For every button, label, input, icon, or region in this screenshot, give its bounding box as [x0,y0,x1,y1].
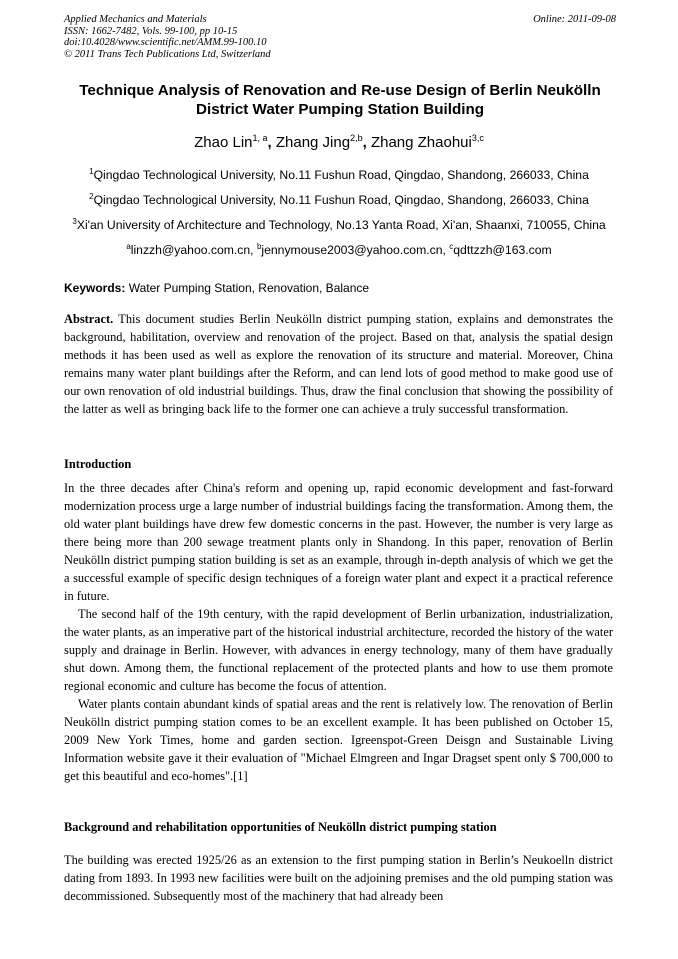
journal-header [64,14,616,60]
author-name: Zhang Jing [275,134,351,151]
keywords-label: Keywords: [64,281,126,295]
keywords-text: Water Pumping Station, Renovation, Balance [125,281,370,295]
author-name: Zhang Zhaohui [370,134,472,151]
affiliation-text: Xi'an University of Architecture and Technology, No.13 Yanta Road, Xi'an, Shaanxi, 710055, China [76,218,606,233]
author-sup: 3,c [471,133,484,143]
abstract-paragraph [64,310,613,418]
author-sup: 1, a [252,133,268,143]
abstract [64,310,613,418]
paper-title: Technique Analysis of Renovation and Re-use Design of Berlin Neukölln District Water Pumping Station Building [79,82,601,118]
issn-line: ISSN: 1662-7482, Vols. 99-100, pp 10-15 [64,25,238,37]
email-sup: c [449,242,454,251]
paragraph: Water plants contain abundant kinds of spatial areas and the rent is relatively low. The renovation of Berlin Neukölln district pumping station comes to be an excellent example. It has been published on October 15, 2009 New York Times, home and garden section. Igreenspot-Green Deisgn and Sustainable Living Information website gave it their evaluation of "Michael Elmgreen and Ingar Dragset spent only $ 700,000 to get this beautiful and eco-homes".[1] [64,697,613,783]
affiliation-sup: 3 [72,217,77,226]
email-address: jennymouse2003@yahoo.com.cn, [261,243,450,258]
journal-name: Applied Mechanics and Materials [64,14,207,25]
introduction-body [64,479,613,785]
author-separator: , [362,134,367,151]
author-name: Zhao Lin [194,134,253,151]
author-separator: , [267,134,272,151]
author-list [0,133,678,151]
affiliation-sup: 1 [89,167,94,176]
author-sup: 2,b [350,133,363,143]
email-sup: a [126,242,131,251]
affiliation-2 [0,192,678,207]
abstract-text: This document studies Berlin Neukölln district pumping station, explains and demonstrates the background, habilitation, overview and renovation of the project. Based on that, analysis the spatial design methods it has been used as well as explore the renovation of its structure and material. Moreover, China remains many water plant buildings after the Reform, and can lend lots of good method to make good use of our own renovation of old industrial buildings. Thus, draw the final conclusion that showing the possibility of the latter as well as bringing back life to the former one can achieve a truly successful transformation. [64,312,613,416]
email-address: linzzh@yahoo.com.cn, [130,243,257,258]
paragraph: The building was erected 1925/26 as an extension to the first pumping station in Berlin’s Neukoelln district dating from 1893. In 1993 new facilities were built on the adjoining premises and the old pumping station was decommissioned. Subsequently most of the machinery that had already been [64,853,613,903]
email-address: qdttzzh@163.com [453,243,552,258]
background-heading: Background and rehabilitation opportunities of Neukölln district pumping station [64,820,497,834]
paragraph: In the three decades after China's reform and opening up, rapid economic development and fast-forward modernization process urge a large number of industrial buildings facing the transformation. Among them, the old water plant buildings have drew few domestic concerns in the past. However, the number is very large as there being more than 200 sewage treatment plants only in Shandong. In this paper, renovation of Berlin Neukölln district pumping station building is set as an example, through in-depth analysis of which we get the a successful example of specific design techniques of a foreign water plant and expect it a practical reference in future. [64,481,613,603]
affiliation-text: Qingdao Technological University, No.11 Fushun Road, Qingdao, Shandong, 266033, China [93,193,589,208]
introduction-heading: Introduction [64,457,132,471]
abstract-label: Abstract. [64,312,114,326]
affiliation-3 [0,217,678,232]
keywords-line [64,281,616,295]
email-sup: b [256,242,262,251]
doi-line: doi:10.4028/www.scientific.net/AMM.99-100.10 [64,37,267,48]
affiliation-1 [0,167,678,182]
affiliation-text: Qingdao Technological University, No.11 Fushun Road, Qingdao, Shandong, 266033, China [93,168,589,183]
copyright-line: © 2011 Trans Tech Publications Ltd, Switzerland [64,48,271,60]
email-line [0,242,678,257]
background-body [64,851,613,905]
affiliation-sup: 2 [89,192,94,201]
paragraph: The second half of the 19th century, with the rapid development of Berlin urbanization, industrialization, the water plants, as an imperative part of the historical industrial architecture, recorded the history of the water supply and drainage in Berlin. However, with advances in energy technology, many of them have gradually shut down. Among them, the functional replacement of the protected plants and how to use them promote regional economic and culture has become the focus of attention. [64,607,613,693]
online-date: Online: 2011-09-08 [533,14,616,25]
